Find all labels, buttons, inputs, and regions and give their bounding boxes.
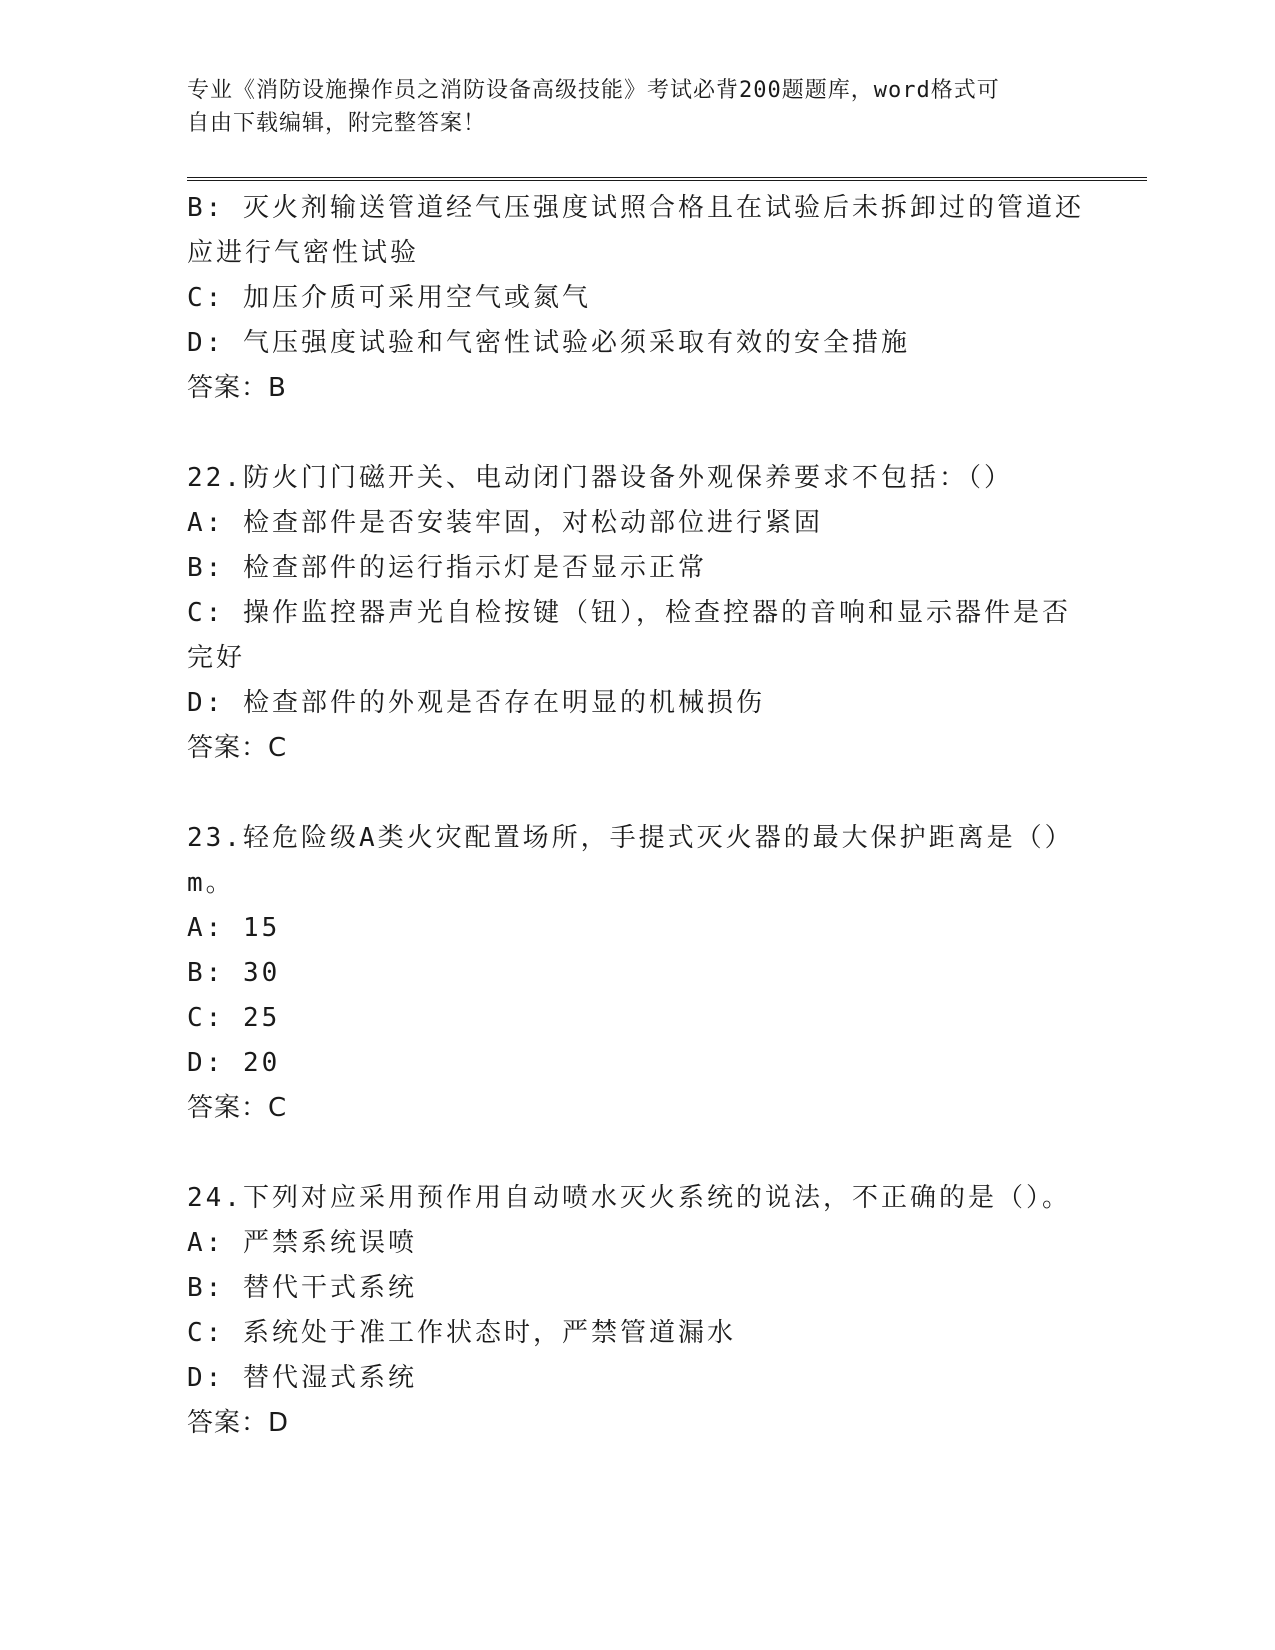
page-header (187, 74, 1067, 140)
spacer (187, 1131, 1087, 1176)
option-a: A: 15 (187, 913, 281, 943)
option-d: D: 替代湿式系统 (187, 1363, 417, 1393)
question-text-line-1: 23.轻危险级A类火灾配置场所，手提式灭火器的最大保护距离是（） (187, 823, 1074, 853)
header-line-2: 自由下载编辑，附完整答案！ (187, 111, 487, 136)
option-c-line-2: 完好 (187, 643, 246, 673)
question-24 (187, 1176, 1087, 1446)
document-body (187, 186, 1087, 1446)
option-d: D: 20 (187, 1048, 281, 1078)
option-c: C: 25 (187, 1003, 281, 1033)
option-c: C: 系统处于准工作状态时，严禁管道漏水 (187, 1318, 736, 1348)
answer: 答案：B (187, 373, 287, 403)
question-text: 22.防火门门磁开关、电动闭门器设备外观保养要求不包括：（） (187, 463, 1013, 493)
option-d: D: 气压强度试验和气密性试验必须采取有效的安全措施 (187, 328, 910, 358)
question-text: 24.下列对应采用预作用自动喷水灭火系统的说法，不正确的是（）。 (187, 1183, 1071, 1213)
question-21-continued (187, 186, 1087, 411)
option-b: B: 30 (187, 958, 281, 988)
option-d: D: 检查部件的外观是否存在明显的机械损伤 (187, 688, 765, 718)
option-b-line-1: B: 灭火剂输送管道经气压强度试照合格且在试验后未拆卸过的管道还 (187, 193, 1084, 223)
option-b: B: 替代干式系统 (187, 1273, 417, 1303)
answer: 答案：D (187, 1408, 290, 1438)
question-23 (187, 816, 1087, 1131)
question-22 (187, 456, 1087, 771)
answer: 答案：C (187, 1093, 288, 1123)
answer: 答案：C (187, 733, 288, 763)
question-text-line-2: m。 (187, 868, 235, 898)
header-divider (187, 177, 1147, 181)
option-c: C: 加压介质可采用空气或氮气 (187, 283, 591, 313)
spacer (187, 771, 1087, 816)
spacer (187, 411, 1087, 456)
header-line-1: 专业《消防设施操作员之消防设备高级技能》考试必背200题题库，word格式可 (187, 78, 1000, 103)
option-a: A: 严禁系统误喷 (187, 1228, 417, 1258)
option-a: A: 检查部件是否安装牢固，对松动部位进行紧固 (187, 508, 823, 538)
option-c-line-1: C: 操作监控器声光自检按键（钮），检查控器的音响和显示器件是否 (187, 598, 1071, 628)
option-b-line-2: 应进行气密性试验 (187, 238, 420, 268)
option-b: B: 检查部件的运行指示灯是否显示正常 (187, 553, 707, 583)
